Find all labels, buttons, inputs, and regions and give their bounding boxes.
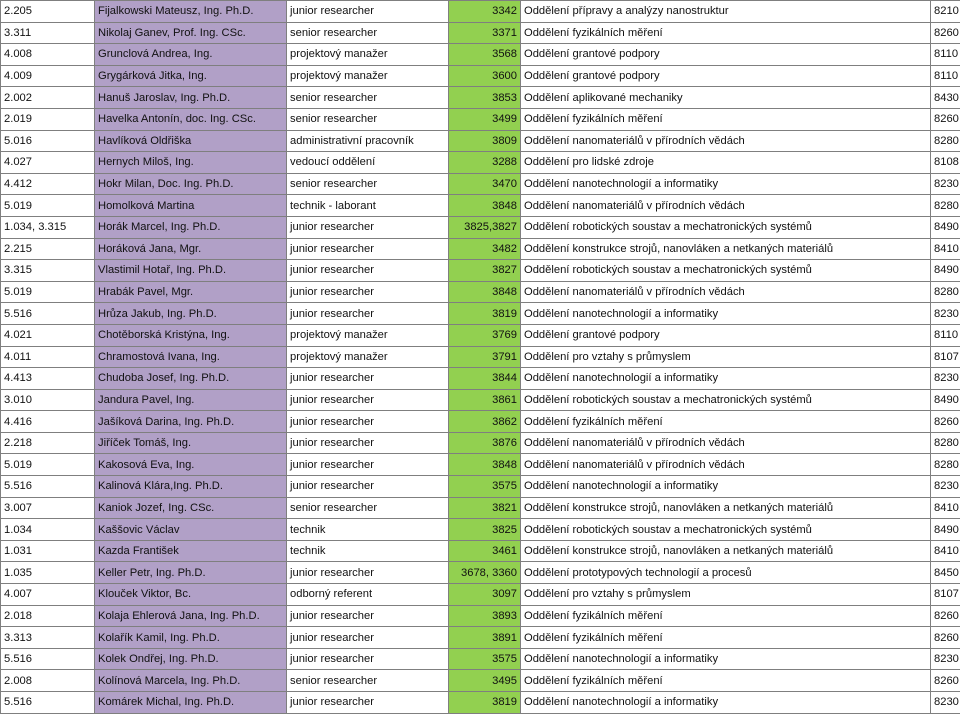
phone-cell[interactable]: 3769 [449, 324, 521, 346]
department-cell[interactable]: Oddělení grantové podpory [521, 65, 931, 87]
table-row [1, 454, 960, 476]
room-cell[interactable]: 2.215 [1, 238, 95, 260]
phone-cell[interactable]: 3862 [449, 411, 521, 433]
unit-code-cell[interactable]: 8410 [931, 497, 960, 519]
phone-cell[interactable]: 3575 [449, 476, 521, 498]
room-cell[interactable]: 2.205 [1, 1, 95, 23]
unit-code-cell[interactable]: 8110 [931, 44, 960, 66]
name-cell[interactable]: Kazda František [95, 540, 287, 562]
department-cell[interactable]: Oddělení fyzikálních měření [521, 22, 931, 44]
room-cell[interactable]: 4.008 [1, 44, 95, 66]
unit-code-cell[interactable]: 8280 [931, 454, 960, 476]
room-cell[interactable]: 4.412 [1, 173, 95, 195]
phone-cell[interactable]: 3097 [449, 584, 521, 606]
department-cell[interactable]: Oddělení nanotechnologií a informatiky [521, 692, 931, 714]
phone-cell[interactable]: 3827 [449, 260, 521, 282]
department-cell[interactable]: Oddělení nanotechnologií a informatiky [521, 648, 931, 670]
department-cell[interactable]: Oddělení prototypových technologií a procesů [521, 562, 931, 584]
room-cell[interactable]: 5.516 [1, 692, 95, 714]
table-row [1, 87, 960, 109]
unit-code-cell[interactable]: 8230 [931, 692, 960, 714]
name-cell[interactable]: Jandura Pavel, Ing. [95, 389, 287, 411]
table-row [1, 648, 960, 670]
position-cell[interactable]: junior researcher [287, 648, 449, 670]
department-cell[interactable]: Oddělení nanomateriálů v přírodních vědách [521, 454, 931, 476]
position-cell[interactable]: projektový manažer [287, 65, 449, 87]
table-row [1, 108, 960, 130]
department-cell[interactable]: Oddělení grantové podpory [521, 324, 931, 346]
name-cell[interactable]: Kolaja Ehlerová Jana, Ing. Ph.D. [95, 605, 287, 627]
table-row [1, 324, 960, 346]
unit-code-cell[interactable]: 8410 [931, 238, 960, 260]
room-cell[interactable]: 5.516 [1, 476, 95, 498]
name-cell[interactable]: Jiříček Tomáš, Ing. [95, 432, 287, 454]
name-cell[interactable]: Homolková Martina [95, 195, 287, 217]
phone-cell[interactable]: 3371 [449, 22, 521, 44]
room-cell[interactable]: 1.034 [1, 519, 95, 541]
department-cell[interactable]: Oddělení pro lidské zdroje [521, 152, 931, 174]
position-cell[interactable]: junior researcher [287, 281, 449, 303]
department-cell[interactable]: Oddělení nanomateriálů v přírodních vědách [521, 195, 931, 217]
department-cell[interactable]: Oddělení nanotechnologií a informatiky [521, 303, 931, 325]
room-cell[interactable]: 4.413 [1, 368, 95, 390]
room-cell[interactable]: 5.516 [1, 648, 95, 670]
phone-cell[interactable]: 3891 [449, 627, 521, 649]
unit-code-cell[interactable]: 8230 [931, 476, 960, 498]
position-cell[interactable]: junior researcher [287, 692, 449, 714]
room-cell[interactable]: 2.218 [1, 432, 95, 454]
table-row [1, 368, 960, 390]
unit-code-cell[interactable]: 8260 [931, 670, 960, 692]
name-cell[interactable]: Kolařík Kamil, Ing. Ph.D. [95, 627, 287, 649]
room-cell[interactable]: 1.035 [1, 562, 95, 584]
position-cell[interactable]: senior researcher [287, 22, 449, 44]
room-cell[interactable]: 4.027 [1, 152, 95, 174]
room-cell[interactable]: 1.034, 3.315 [1, 216, 95, 238]
name-cell[interactable]: Grunclová Andrea, Ing. [95, 44, 287, 66]
unit-code-cell[interactable]: 8260 [931, 22, 960, 44]
name-cell[interactable]: Kolek Ondřej, Ing. Ph.D. [95, 648, 287, 670]
unit-code-cell[interactable]: 8110 [931, 324, 960, 346]
table-row [1, 65, 960, 87]
room-cell[interactable]: 4.416 [1, 411, 95, 433]
department-cell[interactable]: Oddělení fyzikálních měření [521, 108, 931, 130]
phone-cell[interactable]: 3825 [449, 519, 521, 541]
name-cell[interactable]: Klouček Viktor, Bc. [95, 584, 287, 606]
phone-cell[interactable]: 3495 [449, 670, 521, 692]
table-row [1, 260, 960, 282]
position-cell[interactable]: projektový manažer [287, 44, 449, 66]
department-cell[interactable]: Oddělení fyzikálních měření [521, 670, 931, 692]
unit-code-cell[interactable]: 8260 [931, 108, 960, 130]
table-row [1, 173, 960, 195]
position-cell[interactable]: junior researcher [287, 303, 449, 325]
name-cell[interactable]: Vlastimil Hotař, Ing. Ph.D. [95, 260, 287, 282]
phone-cell[interactable]: 3809 [449, 130, 521, 152]
department-cell[interactable]: Oddělení konstrukce strojů, nanovláken a netkaných materiálů [521, 540, 931, 562]
department-cell[interactable]: Oddělení nanomateriálů v přírodních vědách [521, 432, 931, 454]
position-cell[interactable]: senior researcher [287, 108, 449, 130]
room-cell[interactable]: 1.031 [1, 540, 95, 562]
department-cell[interactable]: Oddělení aplikované mechaniky [521, 87, 931, 109]
phone-cell[interactable]: 3288 [449, 152, 521, 174]
table-row [1, 692, 960, 714]
position-cell[interactable]: junior researcher [287, 454, 449, 476]
table-row [1, 281, 960, 303]
table-row [1, 562, 960, 584]
department-cell[interactable]: Oddělení konstrukce strojů, nanovláken a netkaných materiálů [521, 497, 931, 519]
position-cell[interactable]: junior researcher [287, 1, 449, 23]
department-cell[interactable]: Oddělení pro vztahy s průmyslem [521, 346, 931, 368]
unit-code-cell[interactable]: 8280 [931, 195, 960, 217]
phone-cell[interactable]: 3825,3827 [449, 216, 521, 238]
phone-cell[interactable]: 3848 [449, 281, 521, 303]
table-row [1, 476, 960, 498]
room-cell[interactable]: 2.019 [1, 108, 95, 130]
room-cell[interactable]: 3.010 [1, 389, 95, 411]
department-cell[interactable]: Oddělení robotických soustav a mechatronických systémů [521, 216, 931, 238]
phone-cell[interactable]: 3470 [449, 173, 521, 195]
position-cell[interactable]: senior researcher [287, 670, 449, 692]
unit-code-cell[interactable]: 8260 [931, 605, 960, 627]
table-row [1, 540, 960, 562]
room-cell[interactable]: 5.019 [1, 195, 95, 217]
phone-cell[interactable]: 3819 [449, 692, 521, 714]
unit-code-cell[interactable]: 8280 [931, 130, 960, 152]
name-cell[interactable]: Kalinová Klára,Ing. Ph.D. [95, 476, 287, 498]
position-cell[interactable]: junior researcher [287, 216, 449, 238]
name-cell[interactable]: Horáková Jana, Mgr. [95, 238, 287, 260]
department-cell[interactable]: Oddělení nanomateriálů v přírodních vědách [521, 281, 931, 303]
unit-code-cell[interactable]: 8410 [931, 540, 960, 562]
phone-cell[interactable]: 3893 [449, 605, 521, 627]
phone-cell[interactable]: 3844 [449, 368, 521, 390]
position-cell[interactable]: senior researcher [287, 173, 449, 195]
department-cell[interactable]: Oddělení pro vztahy s průmyslem [521, 584, 931, 606]
phone-cell[interactable]: 3568 [449, 44, 521, 66]
room-cell[interactable]: 4.009 [1, 65, 95, 87]
phone-cell[interactable]: 3461 [449, 540, 521, 562]
name-cell[interactable]: Jašíková Darina, Ing. Ph.D. [95, 411, 287, 433]
phone-cell[interactable]: 3575 [449, 648, 521, 670]
name-cell[interactable]: Kakosová Eva, Ing. [95, 454, 287, 476]
department-cell[interactable]: Oddělení nanomateriálů v přírodních vědách [521, 130, 931, 152]
room-cell[interactable]: 4.007 [1, 584, 95, 606]
unit-code-cell[interactable]: 8490 [931, 519, 960, 541]
table-row [1, 519, 960, 541]
table-row [1, 411, 960, 433]
room-cell[interactable]: 5.019 [1, 454, 95, 476]
table-row [1, 605, 960, 627]
unit-code-cell[interactable]: 8260 [931, 411, 960, 433]
room-cell[interactable]: 3.007 [1, 497, 95, 519]
position-cell[interactable]: odborný referent [287, 584, 449, 606]
unit-code-cell[interactable]: 8107 [931, 346, 960, 368]
table-row [1, 303, 960, 325]
name-cell[interactable]: Hanuš Jaroslav, Ing. Ph.D. [95, 87, 287, 109]
name-cell[interactable]: Komárek Michal, Ing. Ph.D. [95, 692, 287, 714]
room-cell[interactable]: 3.315 [1, 260, 95, 282]
room-cell[interactable]: 2.002 [1, 87, 95, 109]
position-cell[interactable]: junior researcher [287, 432, 449, 454]
phone-cell[interactable]: 3853 [449, 87, 521, 109]
name-cell[interactable]: Chramostová Ivana, Ing. [95, 346, 287, 368]
room-cell[interactable]: 2.008 [1, 670, 95, 692]
unit-code-cell[interactable]: 8450 [931, 562, 960, 584]
position-cell[interactable]: senior researcher [287, 87, 449, 109]
position-cell[interactable]: junior researcher [287, 627, 449, 649]
department-cell[interactable]: Oddělení robotických soustav a mechatronických systémů [521, 389, 931, 411]
name-cell[interactable]: Hrabák Pavel, Mgr. [95, 281, 287, 303]
phone-cell[interactable]: 3791 [449, 346, 521, 368]
name-cell[interactable]: Havelka Antonín, doc. Ing. CSc. [95, 108, 287, 130]
position-cell[interactable]: administrativní pracovník [287, 130, 449, 152]
position-cell[interactable]: technik [287, 540, 449, 562]
unit-code-cell[interactable]: 8230 [931, 648, 960, 670]
department-cell[interactable]: Oddělení robotických soustav a mechatronických systémů [521, 519, 931, 541]
name-cell[interactable]: Keller Petr, Ing. Ph.D. [95, 562, 287, 584]
room-cell[interactable]: 3.313 [1, 627, 95, 649]
name-cell[interactable]: Hernych Miloš, Ing. [95, 152, 287, 174]
name-cell[interactable]: Kaniok Jozef, Ing. CSc. [95, 497, 287, 519]
position-cell[interactable]: technik - laborant [287, 195, 449, 217]
unit-code-cell[interactable]: 8280 [931, 281, 960, 303]
unit-code-cell[interactable]: 8108 [931, 152, 960, 174]
position-cell[interactable]: junior researcher [287, 411, 449, 433]
room-cell[interactable]: 4.011 [1, 346, 95, 368]
table-row [1, 432, 960, 454]
unit-code-cell[interactable]: 8260 [931, 627, 960, 649]
phone-cell[interactable]: 3600 [449, 65, 521, 87]
department-cell[interactable]: Oddělení nanotechnologií a informatiky [521, 368, 931, 390]
room-cell[interactable]: 5.016 [1, 130, 95, 152]
table-row [1, 130, 960, 152]
table-row [1, 497, 960, 519]
phone-cell[interactable]: 3342 [449, 1, 521, 23]
department-cell[interactable]: Oddělení fyzikálních měření [521, 605, 931, 627]
table-body [1, 1, 960, 714]
unit-code-cell[interactable]: 8490 [931, 216, 960, 238]
unit-code-cell[interactable]: 8490 [931, 260, 960, 282]
name-cell[interactable]: Fijalkowski Mateusz, Ing. Ph.D. [95, 1, 287, 23]
unit-code-cell[interactable]: 8230 [931, 173, 960, 195]
phone-cell[interactable]: 3482 [449, 238, 521, 260]
table-row [1, 670, 960, 692]
room-cell[interactable]: 2.018 [1, 605, 95, 627]
position-cell[interactable]: junior researcher [287, 238, 449, 260]
room-cell[interactable]: 3.311 [1, 22, 95, 44]
unit-code-cell[interactable]: 8230 [931, 368, 960, 390]
position-cell[interactable]: junior researcher [287, 476, 449, 498]
room-cell[interactable]: 4.021 [1, 324, 95, 346]
name-cell[interactable]: Nikolaj Ganev, Prof. Ing. CSc. [95, 22, 287, 44]
department-cell[interactable]: Oddělení fyzikálních měření [521, 627, 931, 649]
table-row [1, 1, 960, 23]
table-row [1, 389, 960, 411]
table-row [1, 238, 960, 260]
name-cell[interactable]: Chotěborská Kristýna, Ing. [95, 324, 287, 346]
department-cell[interactable]: Oddělení fyzikálních měření [521, 411, 931, 433]
position-cell[interactable]: projektový manažer [287, 324, 449, 346]
room-cell[interactable]: 5.516 [1, 303, 95, 325]
unit-code-cell[interactable]: 8210 [931, 1, 960, 23]
name-cell[interactable]: Havlíková Oldřiška [95, 130, 287, 152]
position-cell[interactable]: junior researcher [287, 368, 449, 390]
unit-code-cell[interactable]: 8490 [931, 389, 960, 411]
unit-code-cell[interactable]: 8430 [931, 87, 960, 109]
position-cell[interactable]: technik [287, 519, 449, 541]
name-cell[interactable]: Hrůza Jakub, Ing. Ph.D. [95, 303, 287, 325]
table-row [1, 44, 960, 66]
table-row [1, 346, 960, 368]
position-cell[interactable]: junior researcher [287, 260, 449, 282]
name-cell[interactable]: Horák Marcel, Ing. Ph.D. [95, 216, 287, 238]
phone-cell[interactable]: 3821 [449, 497, 521, 519]
department-cell[interactable]: Oddělení nanotechnologií a informatiky [521, 476, 931, 498]
phone-cell[interactable]: 3861 [449, 389, 521, 411]
unit-code-cell[interactable]: 8107 [931, 584, 960, 606]
phone-cell[interactable]: 3848 [449, 195, 521, 217]
unit-code-cell[interactable]: 8280 [931, 432, 960, 454]
phone-cell[interactable]: 3848 [449, 454, 521, 476]
table-row [1, 195, 960, 217]
position-cell[interactable]: junior researcher [287, 562, 449, 584]
phone-cell[interactable]: 3678, 3360 [449, 562, 521, 584]
department-cell[interactable]: Oddělení konstrukce strojů, nanovláken a netkaných materiálů [521, 238, 931, 260]
position-cell[interactable]: projektový manažer [287, 346, 449, 368]
name-cell[interactable]: Kolínová Marcela, Ing. Ph.D. [95, 670, 287, 692]
table-row [1, 584, 960, 606]
unit-code-cell[interactable]: 8230 [931, 303, 960, 325]
table-row [1, 152, 960, 174]
unit-code-cell[interactable]: 8110 [931, 65, 960, 87]
table-row [1, 22, 960, 44]
table-row [1, 627, 960, 649]
name-cell[interactable]: Chudoba Josef, Ing. Ph.D. [95, 368, 287, 390]
department-cell[interactable]: Oddělení nanotechnologií a informatiky [521, 173, 931, 195]
position-cell[interactable]: junior researcher [287, 389, 449, 411]
department-cell[interactable]: Oddělení robotických soustav a mechatronických systémů [521, 260, 931, 282]
name-cell[interactable]: Hokr Milan, Doc. Ing. Ph.D. [95, 173, 287, 195]
position-cell[interactable]: junior researcher [287, 605, 449, 627]
room-cell[interactable]: 5.019 [1, 281, 95, 303]
name-cell[interactable]: Grygárková Jitka, Ing. [95, 65, 287, 87]
position-cell[interactable]: senior researcher [287, 497, 449, 519]
department-cell[interactable]: Oddělení přípravy a analýzy nanostruktur [521, 1, 931, 23]
phone-cell[interactable]: 3819 [449, 303, 521, 325]
name-cell[interactable]: Kaššovic Václav [95, 519, 287, 541]
department-cell[interactable]: Oddělení grantové podpory [521, 44, 931, 66]
phone-cell[interactable]: 3876 [449, 432, 521, 454]
phone-cell[interactable]: 3499 [449, 108, 521, 130]
table-row [1, 216, 960, 238]
position-cell[interactable]: vedoucí oddělení [287, 152, 449, 174]
